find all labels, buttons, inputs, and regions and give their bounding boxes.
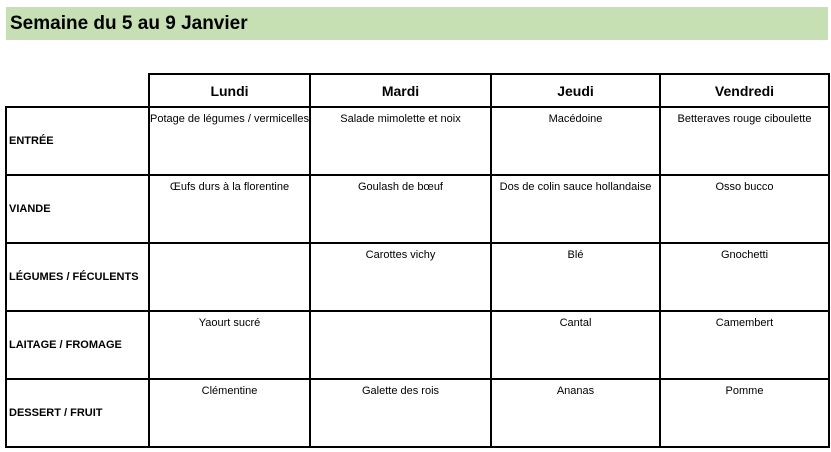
menu-cell: Galette des rois <box>310 379 491 447</box>
category-label: VIANDE <box>6 175 149 243</box>
menu-cell: Salade mimolette et noix <box>310 107 491 175</box>
corner-cell <box>6 74 149 107</box>
menu-cell: Blé <box>491 243 660 311</box>
table-row-entree <box>6 107 829 175</box>
day-header-vendredi: Vendredi <box>660 74 829 107</box>
menu-cell <box>310 311 491 379</box>
menu-cell: Macédoine <box>491 107 660 175</box>
category-label: ENTRÉE <box>6 107 149 175</box>
menu-cell: Clémentine <box>149 379 310 447</box>
menu-cell: Osso bucco <box>660 175 829 243</box>
menu-cell: Ananas <box>491 379 660 447</box>
table-row-dessert <box>6 379 829 447</box>
menu-cell <box>149 243 310 311</box>
menu-cell: Œufs durs à la florentine <box>149 175 310 243</box>
category-label: LÉGUMES / FÉCULENTS <box>6 243 149 311</box>
menu-cell: Pomme <box>660 379 829 447</box>
table-row-legumes <box>6 243 829 311</box>
menu-cell: Gnochetti <box>660 243 829 311</box>
menu-cell: Cantal <box>491 311 660 379</box>
menu-cell: Potage de légumes / vermicelles <box>149 107 310 175</box>
day-header-jeudi: Jeudi <box>491 74 660 107</box>
category-label: LAITAGE / FROMAGE <box>6 311 149 379</box>
menu-cell: Dos de colin sauce hollandaise <box>491 175 660 243</box>
table-row-viande <box>6 175 829 243</box>
table-row-laitage <box>6 311 829 379</box>
menu-table <box>5 73 830 448</box>
menu-cell: Carottes vichy <box>310 243 491 311</box>
title-banner <box>6 7 828 40</box>
day-header-lundi: Lundi <box>149 74 310 107</box>
menu-cell: Camembert <box>660 311 829 379</box>
menu-cell: Betteraves rouge ciboulette <box>660 107 829 175</box>
category-label: DESSERT / FRUIT <box>6 379 149 447</box>
header-row <box>6 74 829 107</box>
menu-cell: Yaourt sucré <box>149 311 310 379</box>
page-title: Semaine du 5 au 9 Janvier <box>10 13 248 34</box>
day-header-mardi: Mardi <box>310 74 491 107</box>
menu-cell: Goulash de bœuf <box>310 175 491 243</box>
